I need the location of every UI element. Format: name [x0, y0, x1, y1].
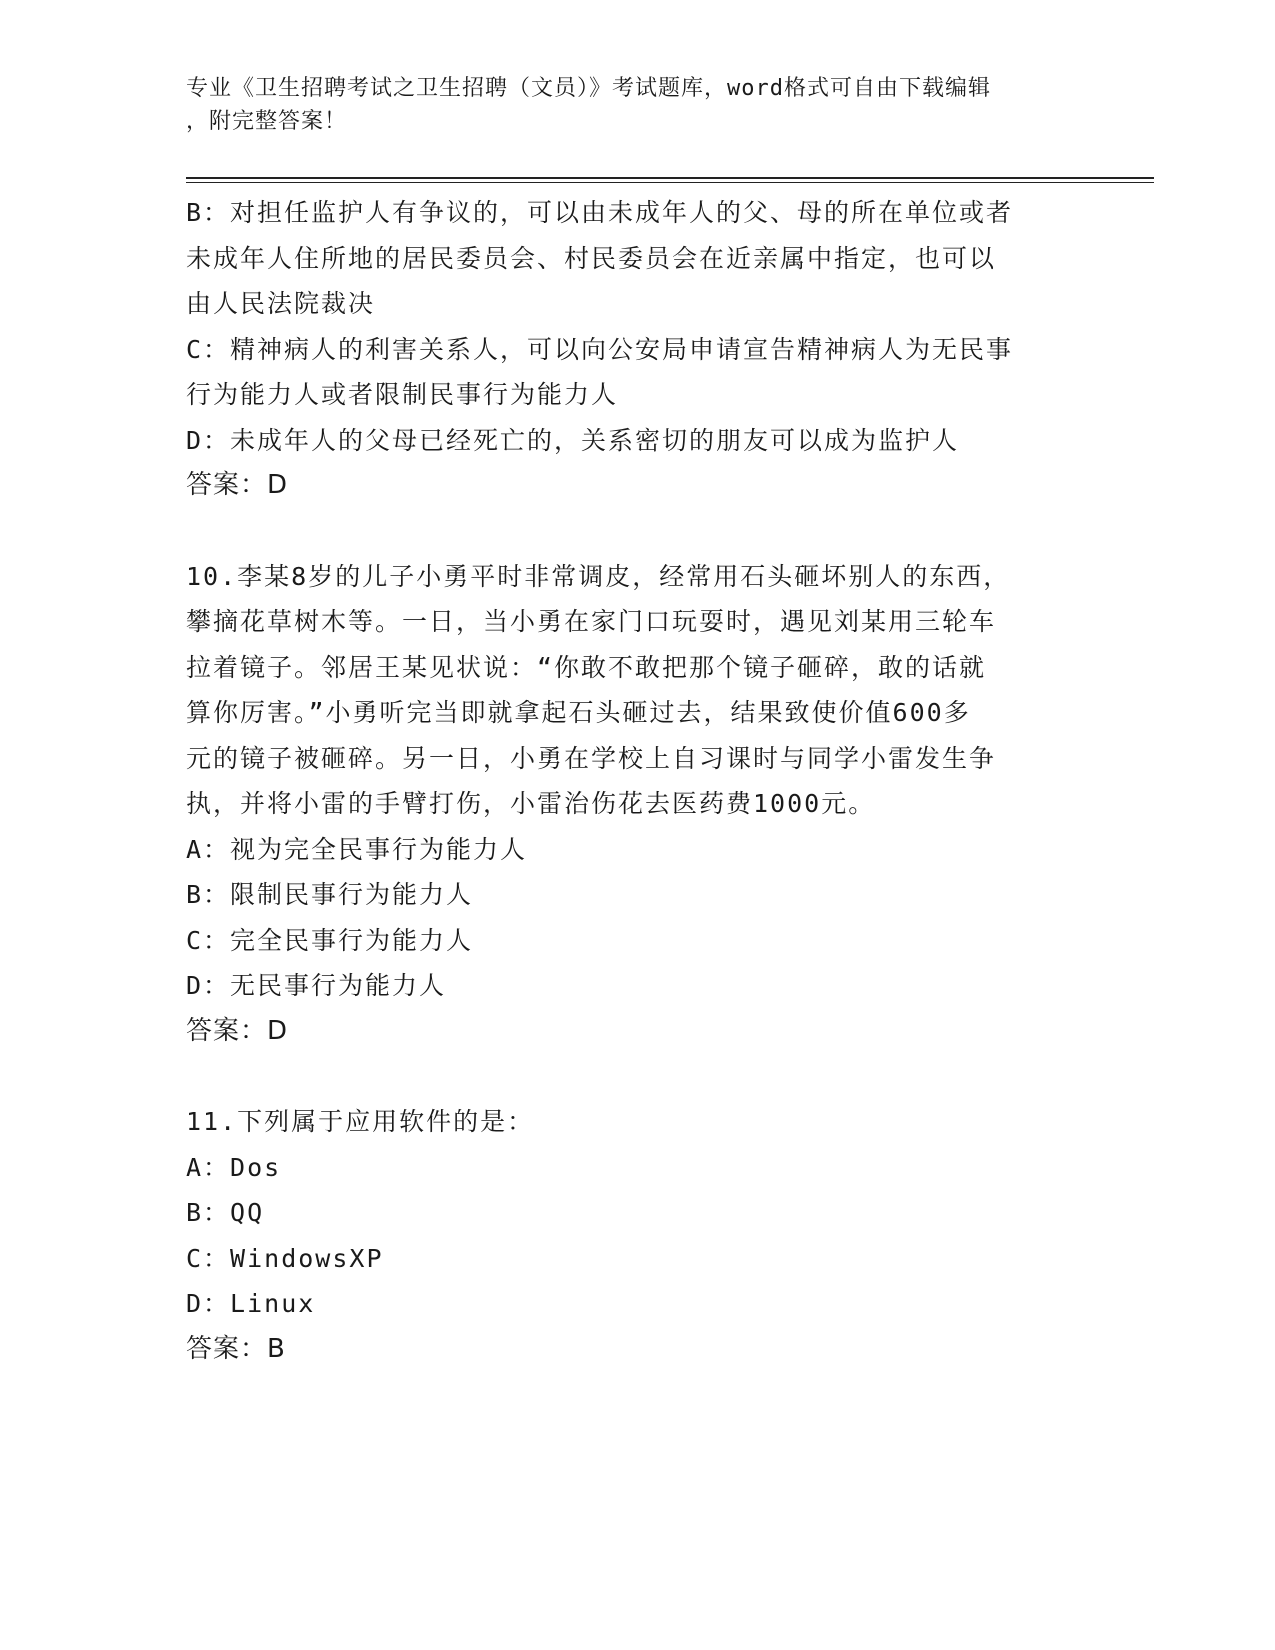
document-body	[186, 190, 1066, 1372]
q11-stem: 11.下列属于应用软件的是：	[186, 1107, 535, 1136]
question-10	[186, 554, 1066, 1055]
header-divider-thick	[186, 177, 1154, 179]
document-header	[186, 72, 1086, 138]
q10-stem-line-1: 10.李某8岁的儿子小勇平时非常调皮，经常用石头砸坏别人的东西，	[186, 561, 1011, 591]
q10-stem-line-3: 拉着镜子。邻居王某见状说：“你敢不敢把那个镜子砸碎，敢的话就	[186, 652, 987, 682]
q11-option-d: D：Linux	[186, 1289, 316, 1318]
q11-option-a: A：Dos	[186, 1152, 282, 1182]
q10-option-a: A：视为完全民事行为能力人	[186, 834, 528, 864]
q10-stem-line-2: 攀摘花草树木等。一日，当小勇在家门口玩耍时，遇见刘某用三轮车	[186, 607, 997, 636]
q11-answer: 答案：B	[186, 1333, 286, 1364]
q9-option-b-line-1: B：对担任监护人有争议的，可以由未成年人的父、母的所在单位或者	[186, 198, 1014, 227]
q10-option-d: D：无民事行为能力人	[186, 971, 447, 1000]
q10-answer: 答案：D	[186, 1015, 289, 1046]
q9-answer: 答案：D	[186, 470, 289, 500]
question-9-tail	[186, 190, 1066, 509]
q10-stem-line-6: 执，并将小雷的手臂打伤，小雷治伤花去医药费1000元。	[186, 789, 876, 818]
q10-option-c: C：完全民事行为能力人	[186, 925, 474, 955]
q11-option-b: B：QQ	[186, 1198, 265, 1227]
q9-option-c-line-1: C：精神病人的利害关系人，可以向公安局申请宣告精神病人为无民事	[186, 334, 1014, 364]
q9-option-c-line-2: 行为能力人或者限制民事行为能力人	[186, 380, 619, 409]
q9-option-b-line-3: 由人民法院裁决	[186, 289, 376, 318]
header-divider-thin	[186, 182, 1154, 183]
question-11	[186, 1099, 1066, 1372]
header-line-2: ，附完整答案！	[186, 109, 348, 134]
spacer	[186, 1054, 1066, 1099]
header-line-1: 专业《卫生招聘考试之卫生招聘（文员）》考试题库，word格式可自由下载编辑	[186, 76, 991, 101]
q11-option-c: C：WindowsXP	[186, 1243, 384, 1273]
q9-option-b-line-2: 未成年人住所地的居民委员会、村民委员会在近亲属中指定，也可以	[186, 243, 997, 273]
q10-stem-line-5: 元的镜子被砸碎。另一日，小勇在学校上自习课时与同学小雷发生争	[186, 743, 997, 773]
q10-stem-line-4: 算你厉害。”小勇听完当即就拿起石头砸过去，结果致使价值600多	[186, 698, 971, 727]
q10-option-b: B：限制民事行为能力人	[186, 880, 474, 909]
q9-option-d: D：未成年人的父母已经死亡的，关系密切的朋友可以成为监护人	[186, 425, 960, 455]
spacer	[186, 509, 1066, 554]
